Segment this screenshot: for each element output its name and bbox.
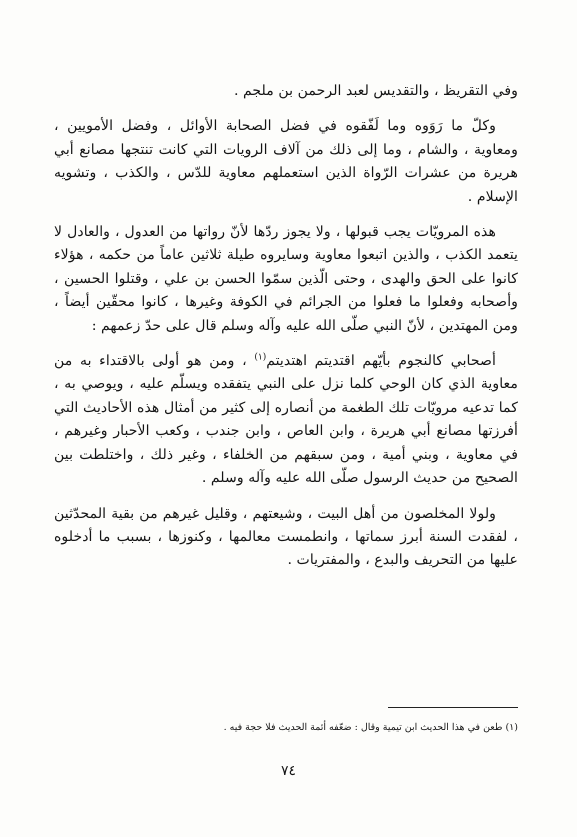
paragraph-2: وكلّ ما رَوَوه وما لَفّقوه في فضل الصحابة الأوائل ، وفضل الأمويين ، ومعاوية ، والشام ، وما إلى ذلك من آلاف الرويات التي كانت تنتجها مصانع أبي هريرة من عشرات الرّواة الذين استعملهم معاوية للدّس ، والكذب ، وتشويه الإسلام . (54, 118, 518, 205)
page-number: ٧٤ (280, 763, 297, 779)
paragraph-4-rest: ، ومن هو أولى بالاقتداء به من معاوية الذي كان الوحي كلما نزل على النبي يتفقده ويسلّم عليه ، ويوصي به ، كما تدعيه مرويّات تلك الطغمة من أنصاره إلى كثير من أمثال هذه الأحاديث التي أفرزتها مصانع أبي هريرة ، وابن العاص ، وابن جندب ، وكعب الأحبار وغيرهم ، في معاوية ، وبني أمية ، ومن سبقهم من الخلفاء ، وغير ذلك ، واختلطت بين الصحيح من حديث الرسول صلّى الله عليه وآله وسلم . (54, 353, 518, 487)
paragraph-1: وفي التقريظ ، والتقديس لعبد الرحمن بن ملجم . (233, 83, 518, 99)
footnote-divider (388, 707, 518, 708)
paragraph-5: ولولا المخلصون من أهل البيت ، وشيعتهم ، وقليل غيرهم من بقية المحدّثين ، لفقدت السنة أبرز سماتها ، وانطمست معالمها ، وكنوزها ، بسبب ما أدخلوه عليها من التحريف والبدع ، والمفتريات . (54, 505, 518, 569)
paragraph-3: هذه المرويّات يجب قبولها ، ولا يجوز ردّها لأنّ رواتها من العدول ، والعادل لا يتعمد الكذب ، والذين اتبعوا معاوية وسايروه طيلة ثلاثين عاماً من حكمه ، هؤلاء كانوا على الحق والهدى ، وحتى الّذين سمّوا الحسن بن علي ، وقتلوا الحسين ، وأصحابه وفعلوا ما فعلوا من الجرائم في الكوفة وغيرها ، كانوا محقّين أيضاً ، ومن المهتدين ، لأنّ النبي صلّى الله عليه وآله وسلم قال على حدّ زعمهم : (54, 224, 518, 334)
footnote-reference[interactable]: (١) (254, 352, 267, 363)
paragraph-4 (54, 350, 518, 490)
footnote: (١) طعن في هذا الحديث ابن تيمية وقال : ضعّفه أئمة الحديث فلا حجة فيه . (223, 722, 518, 733)
body-text (54, 80, 518, 585)
paragraph-4-quote: أصحابي كالنجوم بأيّهم اقتديتم اهتديتم (266, 353, 497, 370)
